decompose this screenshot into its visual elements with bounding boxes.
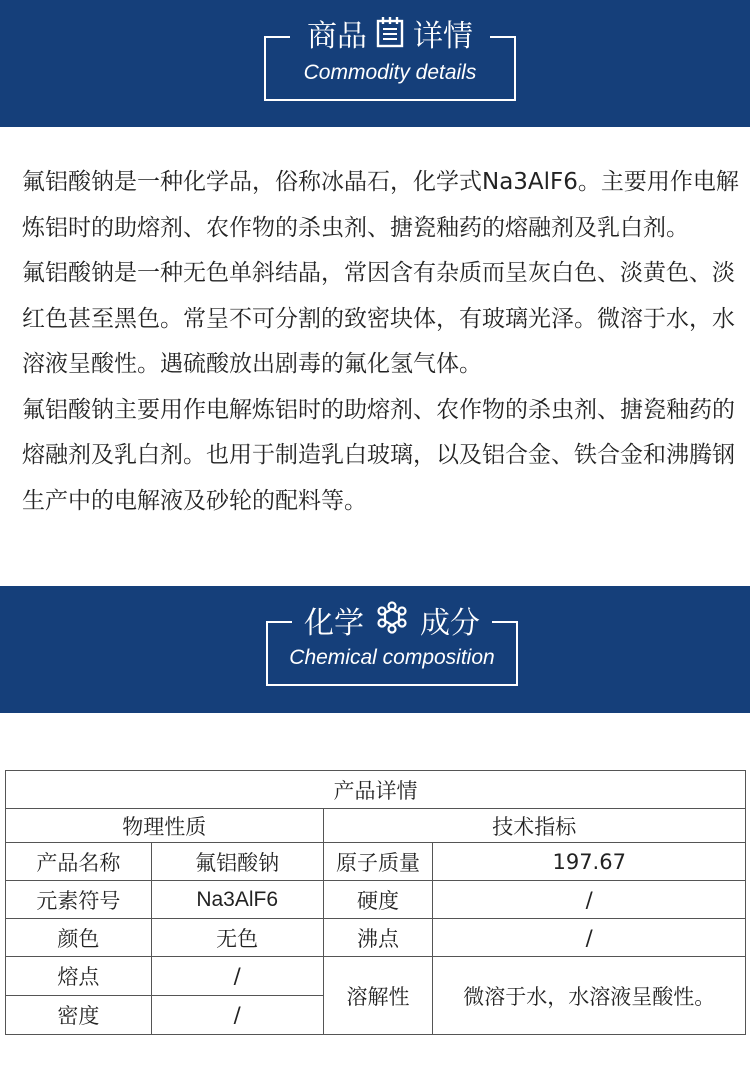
title-left-text: 化学 (304, 606, 364, 641)
melting-point-value: / (151, 957, 323, 996)
molecule-icon (372, 601, 412, 648)
table-row (6, 919, 746, 957)
chemical-composition-subtitle: Chemical composition (289, 646, 495, 669)
table-row (6, 771, 746, 809)
chemical-composition-frame (266, 606, 518, 686)
boiling-point-label: 沸点 (323, 919, 433, 957)
product-description (22, 160, 742, 524)
description-paragraph: 氟铝酸钠是一种化学品，俗称冰晶石，化学式Na3AlF6。主要用作电解炼铝时的助熔剂、农作物的杀虫剂、搪瓷釉药的熔融剂及乳白剂。 (22, 169, 739, 241)
commodity-details-subtitle: Commodity details (303, 61, 477, 84)
table-row (6, 881, 746, 919)
atomic-mass-value: 197.67 (433, 843, 746, 881)
description-paragraph: 氟铝酸钠主要用作电解炼铝时的助熔剂、农作物的杀虫剂、搪瓷釉药的熔融剂及乳白剂。也用于制造乳白玻璃，以及铝合金、铁合金和沸腾钢生产中的电解液及砂轮的配料等。 (22, 396, 735, 514)
formula-label: 元素符号 (6, 881, 152, 919)
table-row (6, 843, 746, 881)
title-right-text: 成分 (420, 606, 480, 641)
product-name-value: 氟铝酸钠 (151, 843, 323, 881)
density-label: 密度 (6, 996, 152, 1035)
title-right-text: 详情 (413, 19, 473, 54)
solubility-label: 溶解性 (323, 957, 433, 1035)
product-name-label: 产品名称 (6, 843, 152, 881)
chemical-composition-banner (0, 586, 750, 713)
commodity-details-frame (264, 19, 516, 101)
product-spec-table (5, 770, 746, 1035)
color-label: 颜色 (6, 919, 152, 957)
atomic-mass-label: 原子质量 (323, 843, 433, 881)
technical-specs-header: 技术指标 (323, 809, 745, 843)
color-value: 无色 (151, 919, 323, 957)
commodity-details-banner (0, 0, 750, 127)
hardness-value: / (433, 881, 746, 919)
title-left-text: 商品 (307, 19, 367, 54)
table-row (6, 957, 746, 996)
physical-properties-header: 物理性质 (6, 809, 324, 843)
table-title: 产品详情 (6, 771, 746, 809)
table-row (6, 809, 746, 843)
notepad-icon (375, 16, 405, 59)
formula-value: Na3AlF6 (151, 881, 323, 919)
boiling-point-value: / (433, 919, 746, 957)
description-paragraph: 氟铝酸钠是一种无色单斜结晶，常因含有杂质而呈灰白色、淡黄色、淡红色甚至黑色。常呈不可分割的致密块体，有玻璃光泽。微溶于水，水溶液呈酸性。遇硫酸放出剧毒的氟化氢气体。 (22, 260, 735, 377)
solubility-value: 微溶于水，水溶液呈酸性。 (433, 957, 746, 1035)
hardness-label: 硬度 (323, 881, 433, 919)
density-value: / (151, 996, 323, 1035)
chemical-composition-title (268, 601, 516, 648)
commodity-details-title (266, 16, 514, 59)
melting-point-label: 熔点 (6, 957, 152, 996)
